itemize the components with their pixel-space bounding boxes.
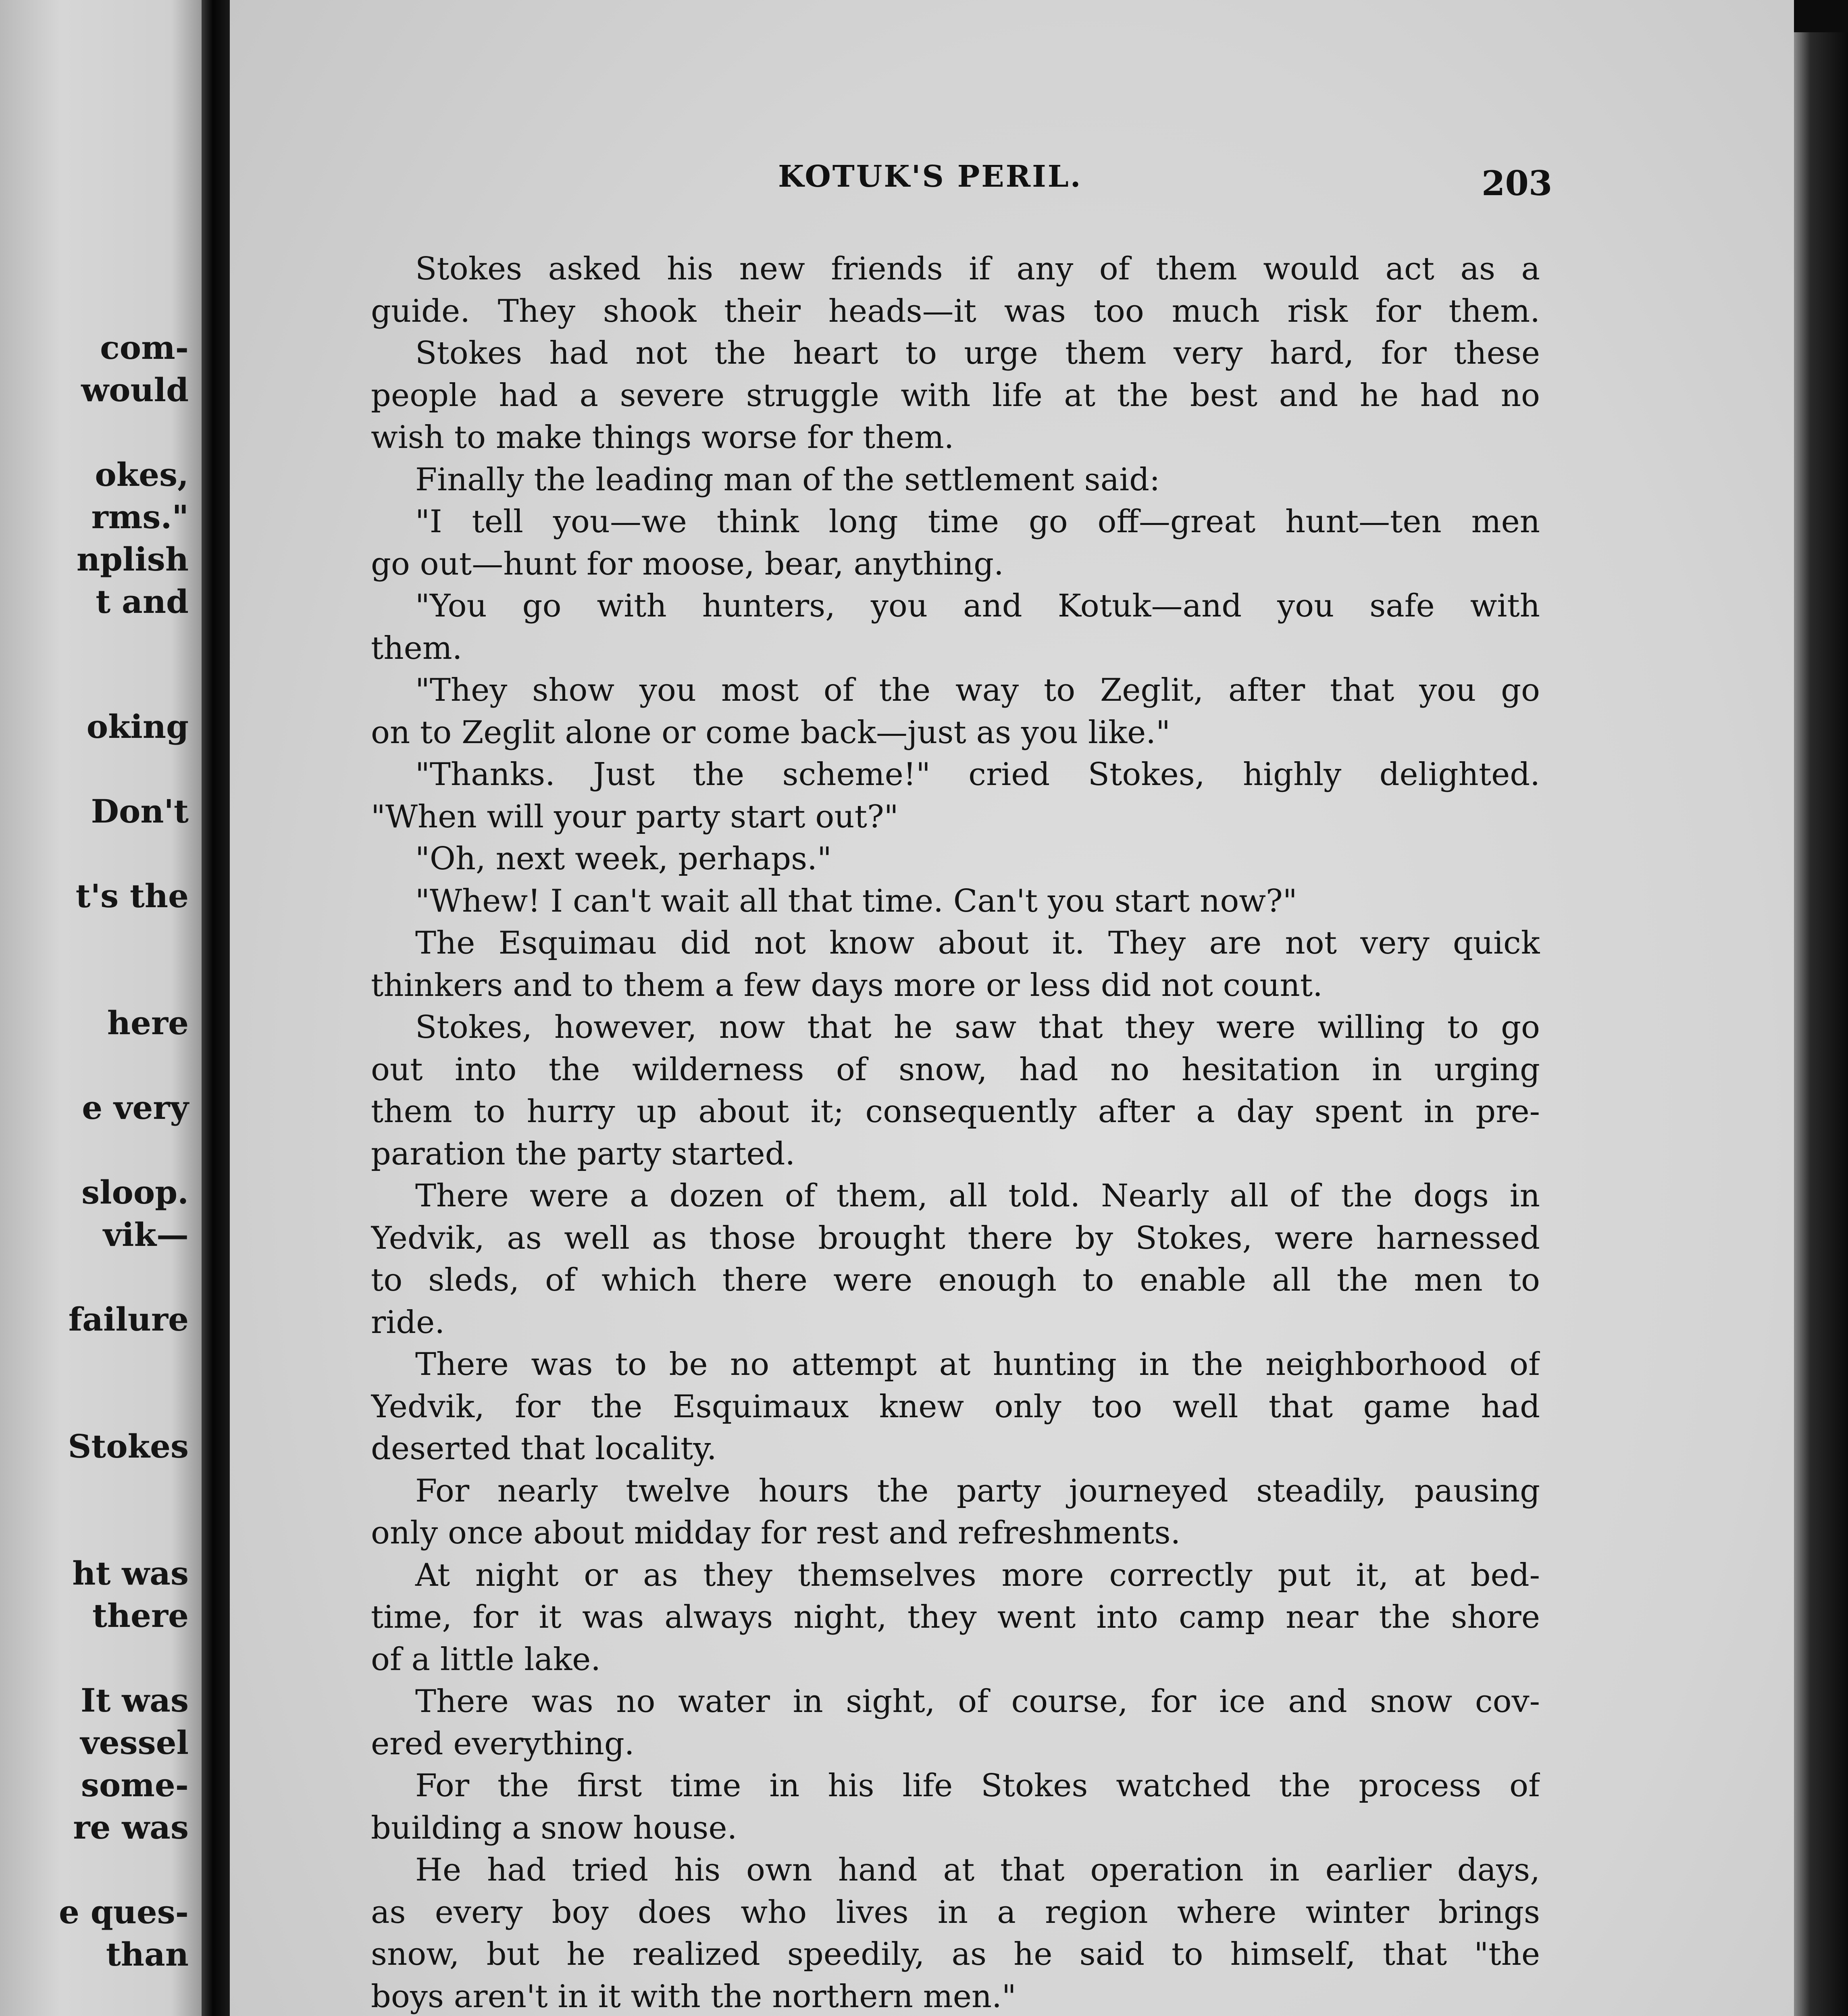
text-line: "Thanks. Just the scheme!" cried Stokes, highly delighted. [415, 756, 1540, 793]
text-line: For nearly twelve hours the party journeyed steadily, pausing [415, 1472, 1540, 1509]
facing-page-line: vik— [103, 1216, 189, 1254]
facing-page-line: e very [82, 1089, 189, 1127]
text-line: Stokes had not the heart to urge them very hard, for these [415, 335, 1540, 371]
text-line: snow, but he realized speedily, as he said to himself, that "the [371, 1936, 1540, 1972]
facing-page-line: Don't [91, 792, 189, 830]
text-line: Stokes asked his new friends if any of them would act as a [415, 251, 1540, 287]
text-line: There was no water in sight, of course, for ice and snow cov- [415, 1683, 1540, 1720]
text-line: deserted that locality. [371, 1431, 717, 1467]
facing-page-line: It was [81, 1681, 189, 1719]
text-line: "When will your party start out?" [371, 798, 899, 835]
text-line: ered everything. [371, 1725, 635, 1762]
facing-page-line: nplish [76, 540, 189, 578]
text-line: For the first time in his life Stokes watched the process of [415, 1768, 1540, 1804]
facing-page-line: rms." [91, 498, 189, 536]
facing-page-line: would [81, 371, 189, 409]
text-line: Yedvik, as well as those brought there by Stokes, were harnessed [371, 1220, 1540, 1256]
text-line: "You go with hunters, you and Kotuk—and you safe with [415, 588, 1540, 624]
text-line: ride. [371, 1304, 445, 1341]
text-line: building a snow house. [371, 1810, 737, 1846]
facing-page-line: here [107, 1004, 189, 1042]
text-line: paration the party started. [371, 1135, 795, 1172]
facing-page-line: sloop. [81, 1173, 189, 1211]
body-text [371, 248, 1540, 2016]
text-line: wish to make things worse for them. [371, 419, 954, 456]
text-line: "They show you most of the way to Zeglit, after that you go [415, 672, 1540, 708]
facing-page-line: e ques- [59, 1893, 189, 1931]
text-line: guide. They shook their heads—it was too much risk for them. [371, 293, 1540, 329]
page-edge-shadow [1794, 32, 1848, 2016]
facing-page-line: there [92, 1597, 189, 1635]
text-line: "Whew! I can't wait all that time. Can't you start now?" [415, 883, 1297, 919]
text-line: them to hurry up about it; consequently after a day spent in pre- [371, 1093, 1540, 1130]
text-line: thinkers and to them a few days more or less did not count. [371, 967, 1323, 1004]
text-line: Stokes, however, now that he saw that they were willing to go [415, 1009, 1540, 1045]
text-line: There was to be no attempt at hunting in the neighborhood of [415, 1346, 1540, 1383]
facing-page-line: okes, [95, 456, 189, 494]
text-line: Yedvik, for the Esquimaux knew only too well that game had [371, 1388, 1540, 1425]
text-line: Finally the leading man of the settlement said: [415, 461, 1160, 498]
text-line: as every boy does who lives in a region where winter brings [371, 1894, 1540, 1931]
facing-page-line: t and [96, 583, 189, 621]
facing-page-line: some- [81, 1766, 189, 1804]
text-line: out into the wilderness of snow, had no hesitation in urging [371, 1051, 1540, 1088]
text-line: of a little lake. [371, 1641, 601, 1678]
text-line: boys aren't in it with the northern men." [371, 1978, 1016, 2015]
page-number: 203 [1482, 163, 1552, 203]
facing-page-line: oking [86, 708, 189, 746]
facing-page-line: vessel [80, 1724, 189, 1762]
facing-page-line: ht was [72, 1554, 189, 1592]
text-line: only once about midday for rest and refreshments. [371, 1515, 1181, 1551]
text-line: go out—hunt for moose, bear, anything. [371, 546, 1004, 582]
facing-page-edge [0, 0, 202, 2016]
text-line: people had a severe struggle with life at the best and he had no [371, 377, 1540, 414]
text-line: There were a dozen of them, all told. Nearly all of the dogs in [415, 1178, 1540, 1214]
text-line: "Oh, next week, perhaps." [415, 841, 832, 877]
text-line: The Esquimau did not know about it. They are not very quick [415, 925, 1540, 961]
facing-page-line: re was [73, 1808, 189, 1846]
facing-page-line: t's the [75, 877, 189, 915]
text-line: He had tried his own hand at that operation in earlier days, [415, 1852, 1540, 1888]
text-line: time, for it was always night, they went into camp near the shore [371, 1599, 1540, 1635]
text-line: At night or as they themselves more correctly put it, at bed- [415, 1557, 1540, 1593]
text-line: to sleds, of which there were enough to enable all the men to [371, 1262, 1540, 1298]
text-line: "I tell you—we think long time go off—great hunt—ten men [415, 504, 1540, 540]
book-gutter [202, 0, 230, 2016]
text-line: them. [371, 630, 462, 666]
facing-page-line: than [106, 1935, 189, 1973]
facing-page-line: failure [68, 1300, 189, 1338]
facing-page-line: com- [100, 329, 189, 367]
running-head: KOTUK'S PERIL. [778, 159, 1082, 194]
text-line: on to Zeglit alone or come back—just as you like." [371, 714, 1170, 751]
facing-page-line: Stokes [68, 1427, 189, 1465]
